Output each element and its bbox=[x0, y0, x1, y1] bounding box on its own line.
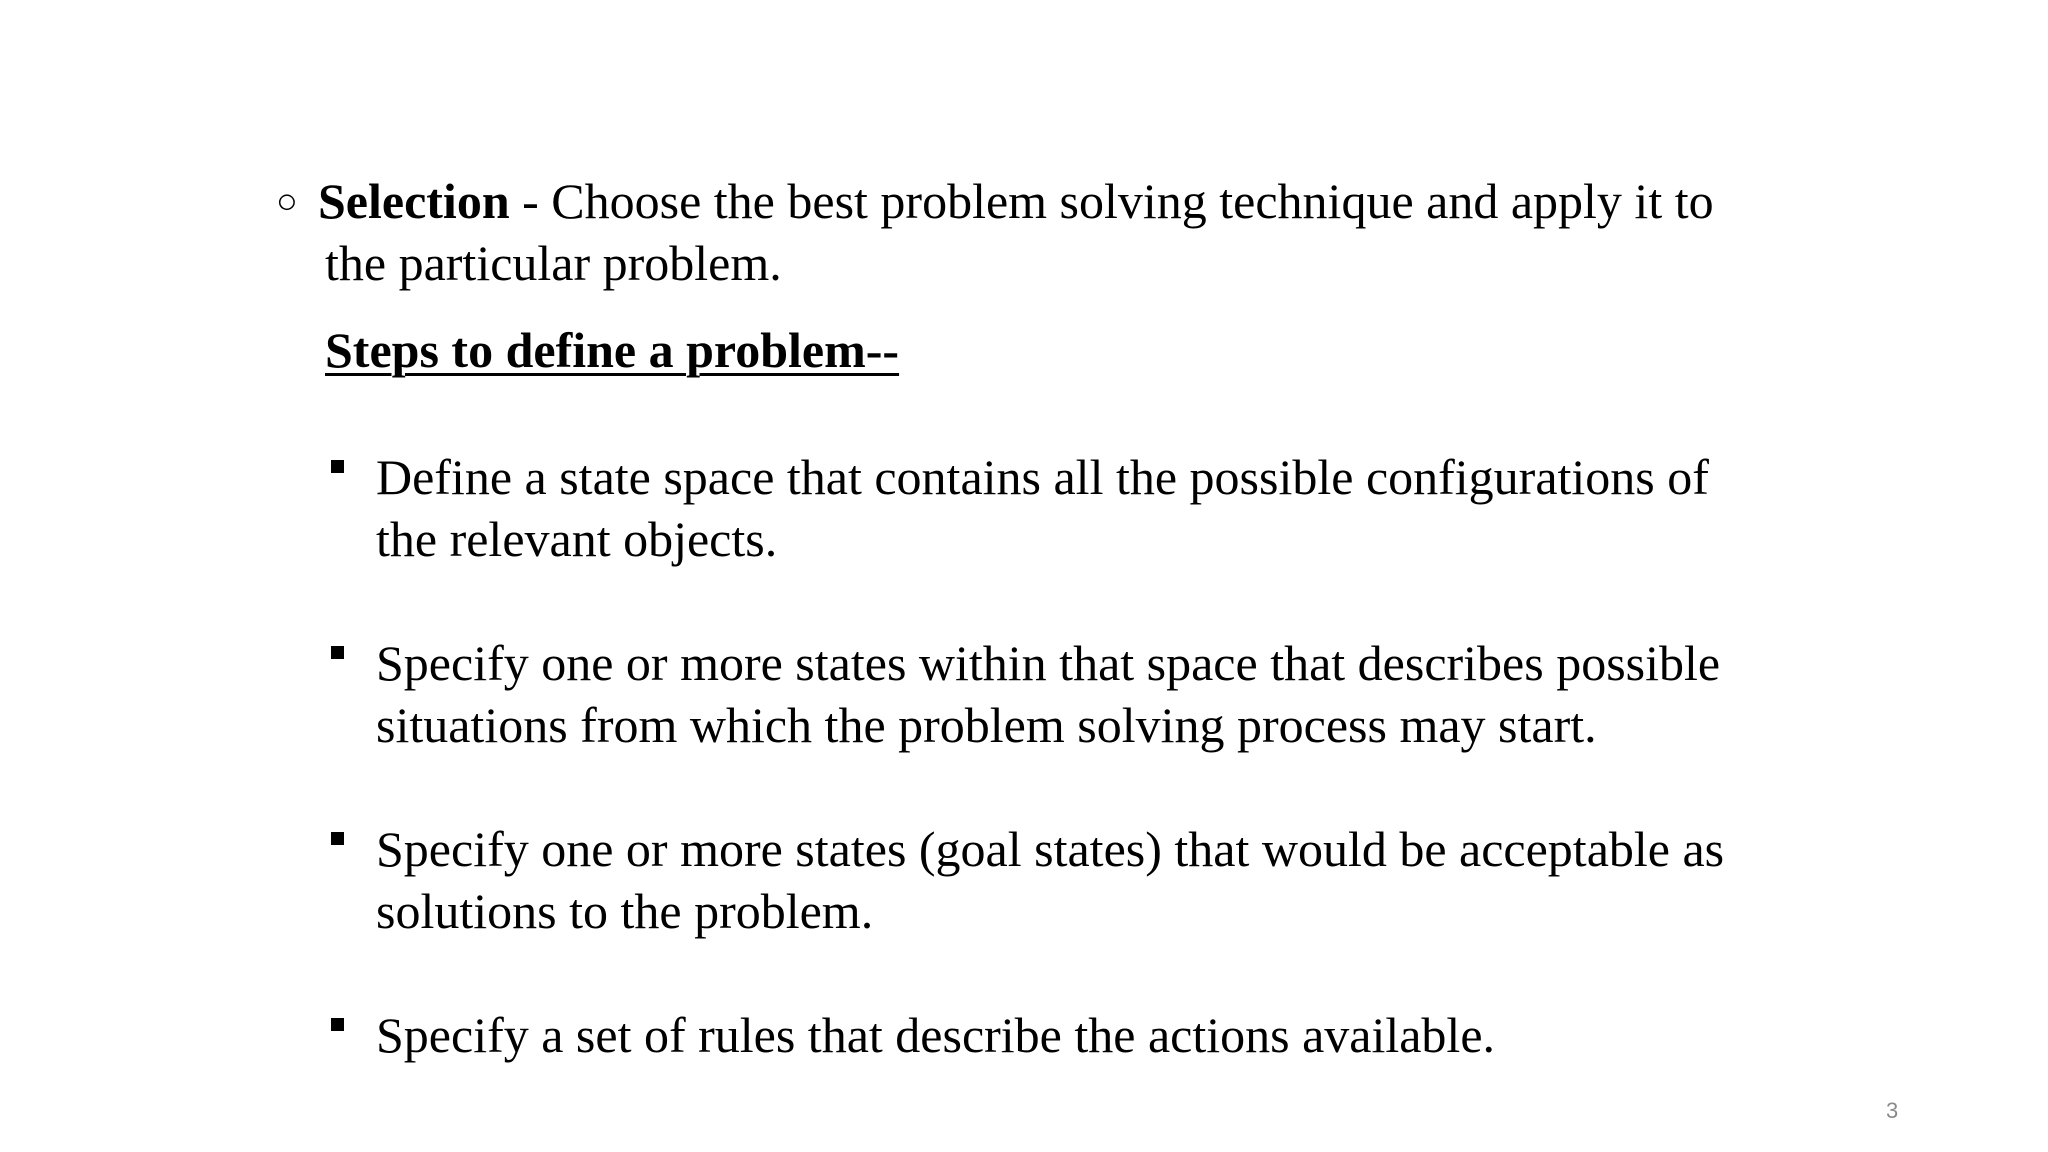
square-bullet-icon bbox=[331, 460, 344, 473]
list-item bbox=[325, 1004, 1765, 1066]
step-text: Specify one or more states (goal states) that would be acceptable as solutions to the problem. bbox=[376, 821, 1725, 939]
intro-description: - Choose the best problem solving technique and apply it to bbox=[509, 173, 1714, 229]
step-text: Specify a set of rules that describe the actions available. bbox=[376, 1007, 1496, 1063]
page-number: 3 bbox=[1886, 1098, 1899, 1123]
square-bullet-icon bbox=[331, 832, 344, 845]
intro-paragraph bbox=[276, 170, 1796, 294]
steps-list bbox=[325, 446, 1765, 1128]
step-text: Define a state space that contains all the possible configurations of the relevant objects. bbox=[376, 449, 1709, 567]
intro-term: Selection bbox=[318, 173, 510, 229]
step-text: Specify one or more states within that space that describes possible situations from which the problem solving process may start. bbox=[376, 635, 1721, 753]
intro-second-line: the particular problem. bbox=[325, 235, 782, 291]
intro-first-line bbox=[318, 170, 1796, 232]
section-heading: Steps to define a problem-- bbox=[325, 322, 900, 378]
hollow-circle-bullet-icon: ○ bbox=[276, 181, 298, 221]
list-item bbox=[325, 446, 1765, 570]
list-item bbox=[325, 818, 1765, 942]
square-bullet-icon bbox=[331, 1018, 344, 1031]
list-item bbox=[325, 632, 1765, 756]
square-bullet-icon bbox=[331, 646, 344, 659]
